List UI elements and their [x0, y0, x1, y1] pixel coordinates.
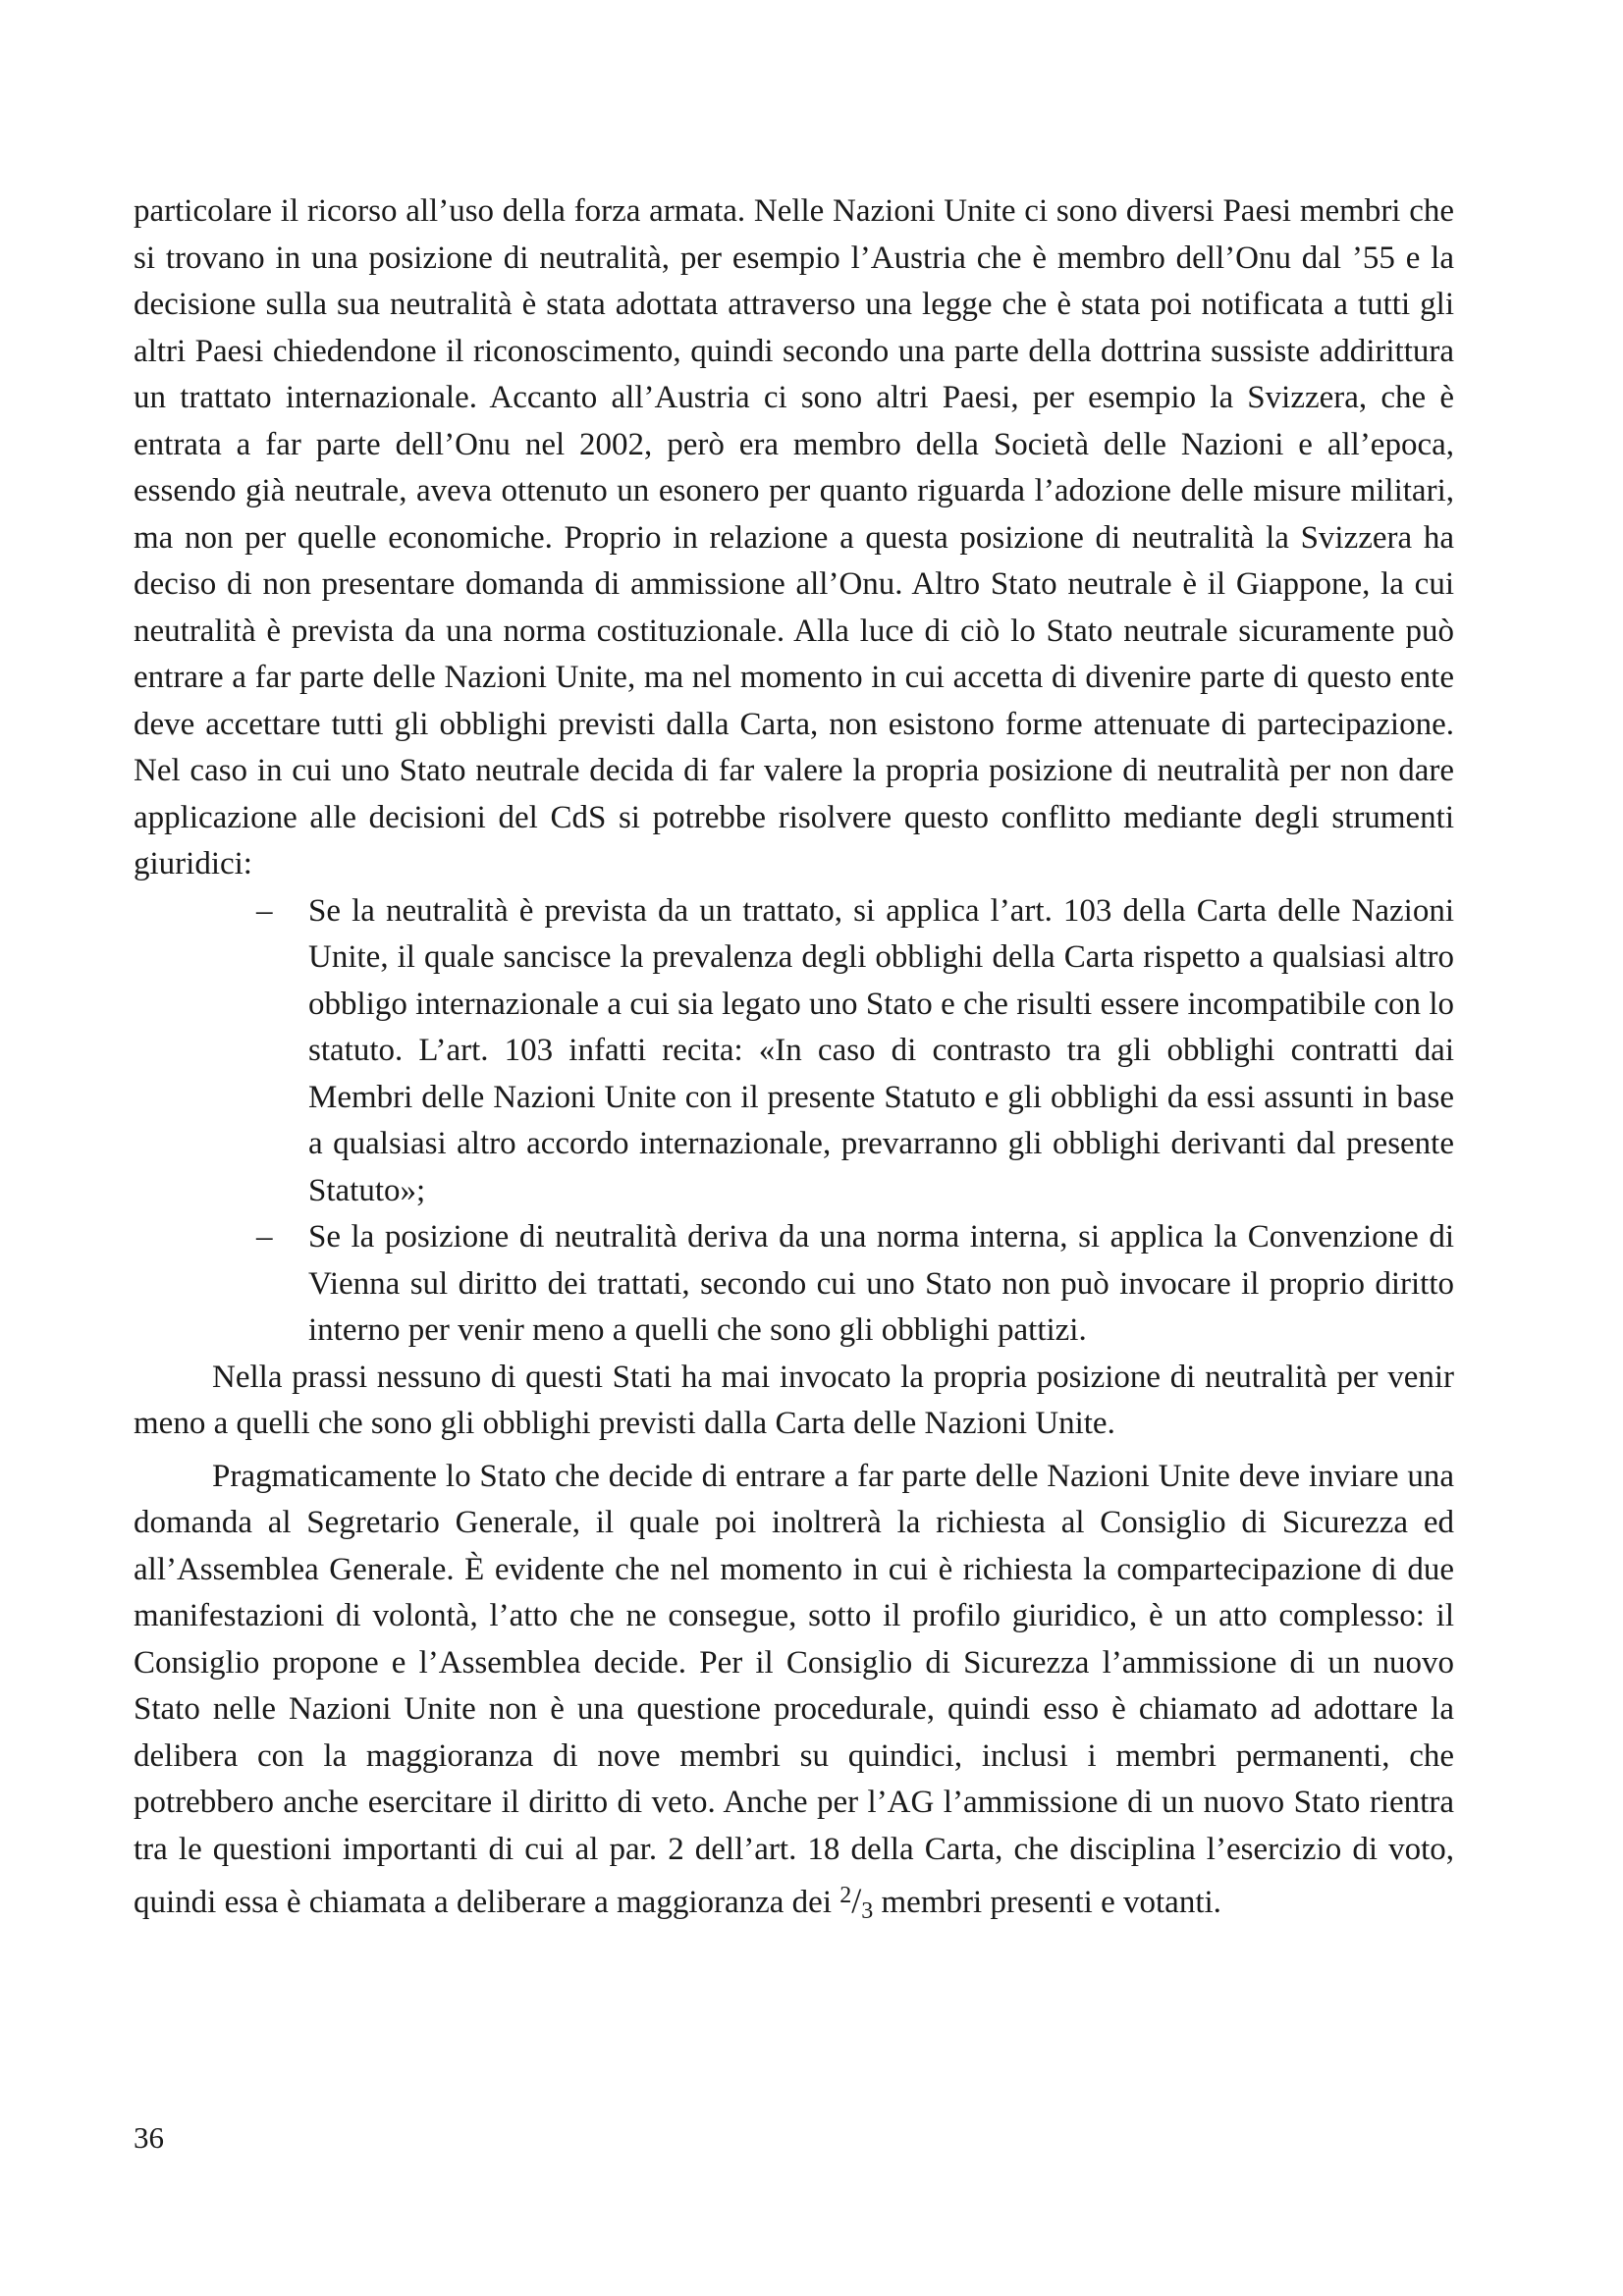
page-number: 36	[134, 2120, 164, 2155]
list-item	[256, 1214, 1454, 1355]
body-text	[134, 188, 1454, 1936]
paragraph-admission-procedure	[134, 1454, 1454, 1936]
list-item-text: Se la neutralità è prevista da un trattato, si applica l’art. 103 della Carta delle Nazioni Unite, il quale sancisce la prevalenza degli obblighi della Carta rispetto a qualsiasi altro obbligo internazionale a cui sia legato uno Stato e che risulti essere incompatibile con lo statuto. L’art. 103 infatti recita: «In caso di contrasto tra gli obblighi contratti dai Membri delle Nazioni Unite con il presente Statuto e gli obblighi da essi assunti in base a qualsiasi altro accordo internazionale, prevarranno gli obblighi derivanti dal presente Statuto»;	[308, 892, 1454, 1208]
fraction-numerator: 2	[839, 1883, 852, 1908]
dash-bullet: –	[256, 1219, 273, 1255]
fraction-slash: /	[851, 1881, 862, 1920]
fraction-denominator: 3	[861, 1898, 874, 1924]
admission-procedure-text: Pragmaticamente lo Stato che decide di entrare a far parte delle Nazioni Unite deve inviare una domanda al Segretario Generale, il quale poi inoltrerà la richiesta al Consiglio di Sicurezza ed all’Assemblea Generale. È evidente che nel momento in cui è richiesta la compartecipazione di due manifestazioni di volontà, l’atto che ne consegue, sotto il profilo giuridico, è un atto complesso: il Consiglio propone e l’Assemblea decide. Per il Consiglio di Sicurezza l’ammissione di un nuovo Stato nelle Nazioni Unite non è una questione procedurale, quindi esso è chiamato ad adottare la delibera con la maggioranza di nove membri su quindici, inclusi i membri permanenti, che potrebbero anche esercitare il diritto di veto. Anche per l’AG l’ammissione di un nuovo Stato rientra tra le questioni importanti di cui al par. 2 dell’art. 18 della Carta, che disciplina l’esercizio di voto, quindi essa è chiamata a deliberare a maggioranza dei	[134, 1458, 1454, 1920]
admission-procedure-ending: membri presenti e votanti.	[881, 1885, 1221, 1920]
list-item	[256, 888, 1454, 1215]
two-thirds-fraction	[839, 1881, 874, 1924]
paragraph-neutrality: particolare il ricorso all’uso della forza armata. Nelle Nazioni Unite ci sono diversi Paesi membri che si trovano in una posizione di neutralità, per esempio l’Austria che è membro dell’Onu dal ’55 e la decisione sulla sua neutralità è stata adottata attraverso una legge che è stata poi notificata a tutti gli altri Paesi chiedendone il riconoscimento, quindi secondo una parte della dottrina sussiste addirittura un trattato internazionale. Accanto all’Austria ci sono altri Paesi, per esempio la Svizzera, che è entrata a far parte dell’Onu nel 2002, però era membro della Società delle Nazioni e all’epoca, essendo già neutrale, aveva ottenuto un esonero per quanto riguarda l’adozione delle misure militari, ma non per quelle economiche. Proprio in relazione a questa posizione di neutralità la Svizzera ha deciso di non presentare domanda di ammissione all’Onu. Altro Stato neutrale è il Giappone, la cui neutralità è prevista da una norma costituzionale. Alla luce di ciò lo Stato neutrale sicuramente può entrare a far parte delle Nazioni Unite, ma nel momento in cui accetta di divenire parte di questo ente deve accettare tutti gli obblighi previsti dalla Carta, non esistono forme attenuate di partecipazione. Nel caso in cui uno Stato neutrale decida di far valere la propria posizione di neutralità per non dare applicazione alle decisioni del CdS si potrebbe risolvere questo conflitto mediante degli strumenti giuridici:	[134, 193, 1454, 881]
paragraph-practice: Nella prassi nessuno di questi Stati ha mai invocato la propria posizione di neutralità per venir meno a quelli che sono gli obblighi previsti dalla Carta delle Nazioni Unite.	[134, 1359, 1454, 1441]
list-item-text: Se la posizione di neutralità deriva da una norma interna, si applica la Convenzione di Vienna sul diritto dei trattati, secondo cui uno Stato non può invocare il proprio diritto interno per venir meno a quelli che sono gli obblighi pattizi.	[308, 1219, 1454, 1348]
legal-instruments-list	[134, 888, 1454, 1355]
dash-bullet: –	[256, 892, 273, 929]
